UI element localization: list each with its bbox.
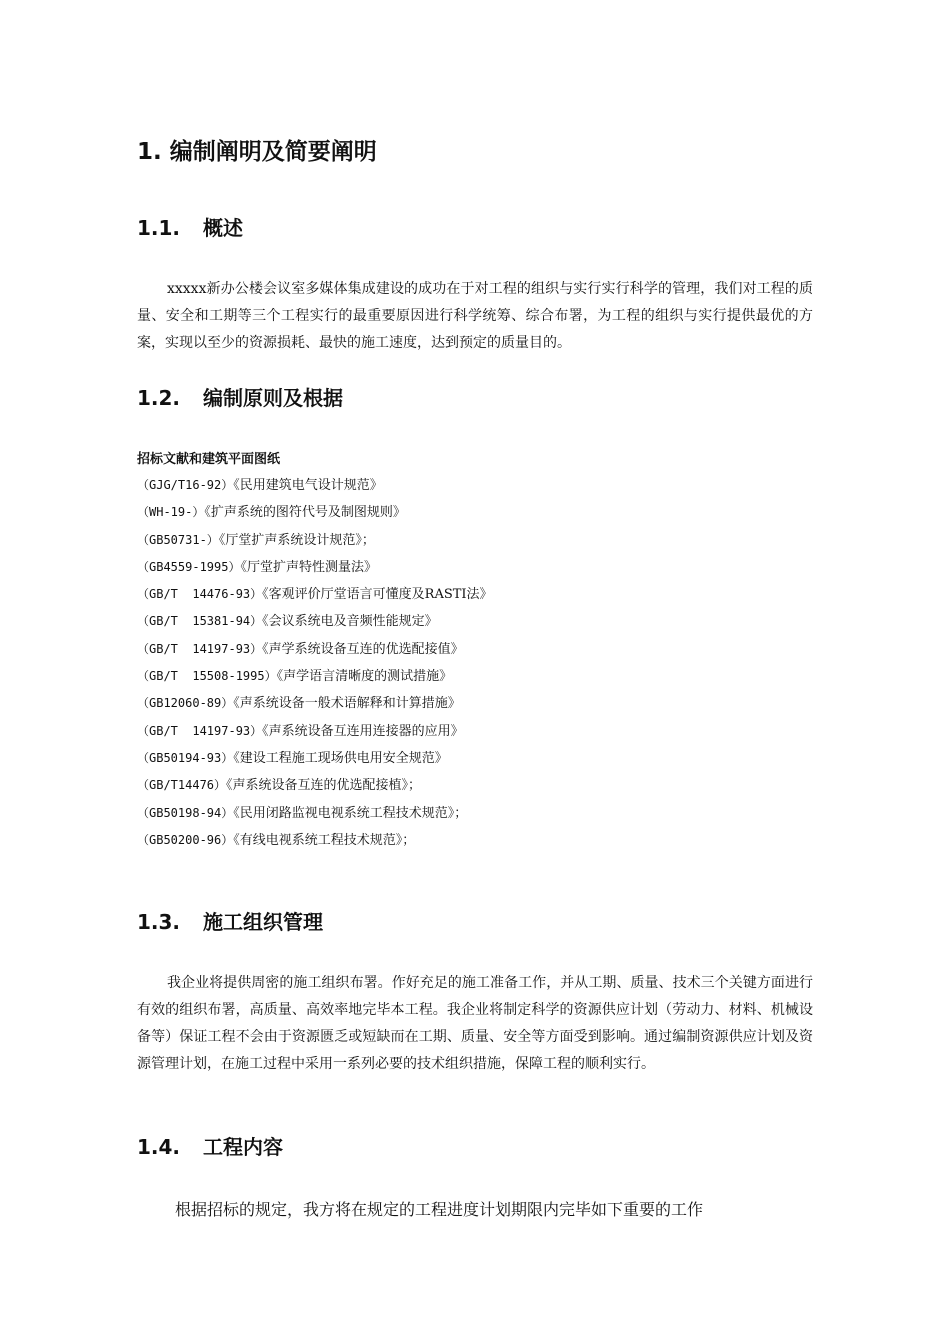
scope-paragraph: 根据招标的规定，我方将在规定的工程进度计划期限内完毕如下重要的工作	[175, 1200, 704, 1219]
reference-name: 《声系统设备互连用连接器的应用》	[262, 723, 464, 739]
section-number: 1.2.	[137, 386, 181, 410]
reference-item	[137, 608, 493, 635]
reference-code: （GB4559-1995）	[137, 559, 241, 574]
chapter-heading: 1. 编制阐明及简要阐明	[137, 139, 377, 165]
section-number: 1.4.	[137, 1135, 181, 1159]
reference-item	[137, 718, 493, 745]
reference-name: 《有线电视系统工程技术规范》；	[233, 832, 416, 848]
reference-item	[137, 690, 493, 717]
reference-name: 《声学系统设备互连的优选配接值》	[262, 641, 464, 657]
reference-name: 《民用闭路监视电视系统工程技术规范》；	[233, 805, 468, 821]
reference-name: 《会议系统电及音频性能规定》	[262, 614, 438, 630]
reference-name: 《声学语言清晰度的测试措施》	[276, 669, 453, 685]
section-heading-principles	[137, 384, 343, 412]
section-number: 1.1.	[137, 216, 181, 240]
reference-code: （GB50194-93）	[137, 750, 234, 765]
section-heading-scope	[137, 1133, 283, 1161]
reference-code: （GB/T 14476-93）	[137, 587, 263, 602]
reference-code: （GB/T 14197-93）	[137, 723, 263, 738]
overview-paragraph: xxxxx新办公楼会议室多媒体集成建设的成功在于对工程的组织与实行实行科学的管理，我们对工程的质量、安全和工期等三个工程实行的最重要原因进行科学统筹、综合布署，为工程的组织与实行提供最优的方案，实现以至少的资源损耗、最快的施工速度，达到预定的质量目的。	[137, 281, 813, 351]
reference-name: 《扩声系统的图符代号及制图规则》	[204, 505, 406, 521]
reference-item	[137, 554, 493, 581]
reference-item	[137, 581, 493, 608]
organization-paragraph: 我企业将提供周密的施工组织布署。作好充足的施工准备工作，并从工期、质量、技术三个关键方面进行有效的组织布署，高质量、高效率地完毕本工程。我企业将制定科学的资源供应计划（劳动力、材料、机械设备等）保证工程不会由于资源匮乏或短缺而在工期、质量、安全等方面受到影响。通过编制资源供应计划及资源管理计划，在施工过程中采用一系列必要的技术组织措施，保障工程的顺利实行。	[137, 975, 813, 1072]
section-heading-organization	[137, 908, 323, 936]
reference-code: （GB/T 15508-1995）	[137, 669, 277, 684]
reference-code: （WH-19-）	[137, 505, 205, 520]
reference-name: 《声系统设备互连的优选配接植》；	[226, 778, 422, 794]
reference-code: （GB50200-96）	[137, 832, 234, 847]
basis-subheading: 招标文献和建筑平面图纸	[137, 452, 281, 467]
reference-code: （GJG/T16-92）	[137, 478, 234, 492]
reference-name: 《声系统设备一般术语解释和计算措施》	[233, 696, 461, 712]
reference-item	[137, 772, 493, 799]
reference-name: 《民用建筑电气设计规范》	[233, 478, 383, 493]
standards-reference-list	[137, 472, 493, 854]
reference-name: 《厅堂扩声系统设计规范》；	[218, 532, 375, 548]
section-number: 1.3.	[137, 910, 181, 934]
reference-item	[137, 527, 493, 554]
reference-item	[137, 827, 493, 854]
section-title: 施工组织管理	[203, 910, 323, 934]
reference-item	[137, 472, 493, 499]
reference-name: 《客观评价厅堂语言可懂度及RASTI法》	[262, 587, 493, 603]
reference-item	[137, 745, 493, 772]
reference-code: （GB50731-）	[137, 532, 219, 547]
reference-code: （GB50198-94）	[137, 805, 234, 820]
reference-name: 《厅堂扩声特性测量法》	[240, 559, 377, 575]
section-title: 概述	[203, 216, 243, 240]
reference-code: （GB/T 14197-93）	[137, 641, 263, 656]
reference-name: 《建设工程施工现场供电用安全规范》	[233, 750, 448, 766]
reference-item	[137, 499, 493, 526]
reference-code: （GB/T 15381-94）	[137, 614, 263, 629]
reference-code: （GB12060-89）	[137, 696, 234, 711]
reference-item	[137, 636, 493, 663]
reference-code: （GB/T14476）	[137, 778, 227, 793]
reference-item	[137, 663, 493, 690]
section-title: 工程内容	[203, 1135, 283, 1159]
reference-item	[137, 800, 493, 827]
section-title: 编制原则及根据	[203, 386, 343, 410]
section-heading-overview	[137, 214, 243, 242]
